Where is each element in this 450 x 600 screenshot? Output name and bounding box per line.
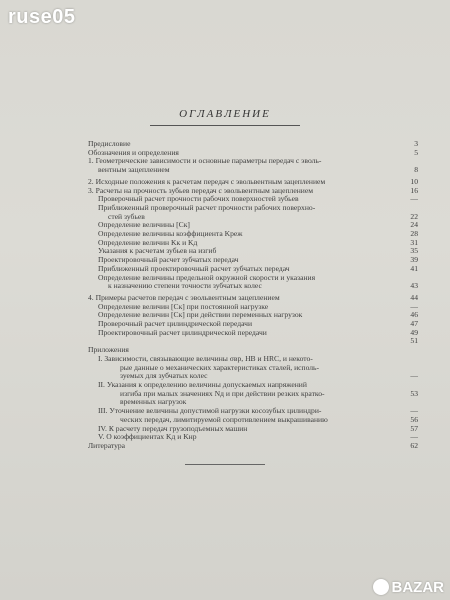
toc-entry <box>88 230 418 239</box>
toc-entry-text: Литература <box>88 441 126 450</box>
toc-entry-page: 24 <box>410 220 418 230</box>
toc-entry <box>88 329 418 338</box>
toc-entry-page: 41 <box>410 263 418 273</box>
toc-entry-text: Предисловие <box>88 140 131 148</box>
toc-entry-page: 22 <box>410 211 418 221</box>
toc-entry-text: Проектировочный расчет цилиндрической передачи <box>98 328 267 337</box>
toc-entry-text: Определение величин [Cк] при постоянной нагрузке <box>98 302 269 311</box>
toc-entry-page: — <box>410 301 418 311</box>
toc-entry-text: Приближенный проверочный расчет прочности рабочих поверхно- <box>98 203 316 212</box>
toc-entry <box>88 303 418 312</box>
toc-entry-text: 1. Геометрические зависимости и основные параметры передач с эволь- <box>88 157 322 166</box>
toc-entry-page: — <box>410 406 418 416</box>
toc-entry <box>88 433 418 442</box>
toc-entry-page: — <box>410 432 418 442</box>
toc-entry-text: зуемых для зубчатых колес <box>120 372 208 381</box>
toc-entry <box>88 221 418 230</box>
toc-entry-page: 8 <box>414 165 418 175</box>
toc-entry <box>88 372 418 381</box>
toc-entry <box>88 442 418 451</box>
toc-entry <box>88 346 418 355</box>
toc-entry <box>88 398 418 407</box>
toc-entry <box>88 213 418 222</box>
toc-entry <box>88 311 418 320</box>
toc-entry-page: 5 <box>414 147 418 157</box>
toc-entry-page: 57 <box>410 423 418 433</box>
toc-entry-page: 46 <box>410 310 418 320</box>
toc-entry-text: Определение величины [Cк] <box>98 221 190 230</box>
toc-entry <box>88 187 418 196</box>
toc-entry <box>88 178 418 187</box>
toc-entry-text: временных нагрузок <box>120 398 187 407</box>
toc-entry-page: 51 <box>410 336 418 346</box>
toc-entry <box>88 294 418 303</box>
toc-entry-text: III. Уточнение величины допустимой нагрузки косозубых цилиндри- <box>98 407 322 416</box>
toc-entry-page: — <box>410 371 418 381</box>
toc-entry-text: Проверочный расчет прочности рабочих поверхностей зубьев <box>98 195 299 204</box>
toc-entry-page: 35 <box>410 246 418 256</box>
toc-entry <box>88 364 418 373</box>
toc-entry-page: 49 <box>410 327 418 337</box>
toc-entry <box>88 416 418 425</box>
toc-entry-page: 56 <box>410 414 418 424</box>
table-of-contents <box>88 140 418 451</box>
toc-entry-page: 43 <box>410 281 418 291</box>
toc-entry <box>88 282 418 291</box>
toc-entry-page: 47 <box>410 319 418 329</box>
toc-entry-text: вентным зацеплением <box>98 166 170 175</box>
brand-logo <box>373 579 445 596</box>
toc-entry-page: 28 <box>410 229 418 239</box>
toc-entry-text: изгиба при малых значениях Nд и при действии резких кратко- <box>120 389 325 398</box>
toc-entry-text: ческих передач, лимитируемой сопротивлением выкрашиванию <box>120 415 328 424</box>
toc-entry <box>88 337 418 346</box>
toc-entry-text: к назначению степени точности зубчатых колес <box>108 282 262 291</box>
toc-entry <box>88 140 418 149</box>
toc-entry <box>88 381 418 390</box>
toc-entry <box>88 256 418 265</box>
toc-entry-page: 62 <box>410 440 418 450</box>
watermark-logo: ruse05 <box>8 6 76 28</box>
toc-entry-page: — <box>410 194 418 204</box>
toc-entry <box>88 274 418 283</box>
toc-entry <box>88 149 418 158</box>
toc-entry <box>88 166 418 175</box>
toc-entry <box>88 407 418 416</box>
toc-entry-page: 39 <box>410 255 418 265</box>
toc-entry <box>88 355 418 364</box>
toc-entry-text: IV. К расчету передач грузоподъемных машин <box>98 424 248 433</box>
toc-entry <box>88 247 418 256</box>
toc-entry-text: 3. Расчеты на прочность зубьев передач с эвольвентным зацеплением <box>88 186 314 195</box>
toc-entry-text: Определение величин Kк и Kд <box>98 238 198 247</box>
toc-entry-page: 53 <box>410 388 418 398</box>
page-title: ОГЛАВЛЕНИЕ <box>179 108 271 120</box>
toc-entry-text: 4. Примеры расчетов передач с эвольвентным зацеплением <box>88 293 280 302</box>
toc-entry <box>88 204 418 213</box>
toc-entry-text: стей зубьев <box>108 212 145 221</box>
toc-entry <box>88 320 418 329</box>
title-underline <box>150 125 300 126</box>
toc-entry-page: 31 <box>410 237 418 247</box>
toc-entry-text: Проверочный расчет цилиндрической передачи <box>98 320 253 329</box>
brand-mark-icon <box>373 579 389 595</box>
toc-entry <box>88 390 418 399</box>
toc-entry <box>88 195 418 204</box>
toc-entry-page: 10 <box>410 176 418 186</box>
toc-entry-text: Приложения <box>88 346 129 355</box>
toc-entry-text: Приближенный проектировочный расчет зубчатых передач <box>98 264 290 273</box>
toc-entry <box>88 239 418 248</box>
toc-entry-text: Обозначения и определения <box>88 148 179 157</box>
toc-entry-text: Проектировочный расчет зубчатых передач <box>98 256 239 265</box>
toc-entry-text: Определение величины предельной окружной скорости и указания <box>98 273 316 282</box>
toc-entry-page: 3 <box>414 139 418 148</box>
toc-entry-text: Указания к расчетам зубьев на изгиб <box>98 247 217 256</box>
toc-entry <box>88 157 418 166</box>
toc-entry-text: 2. Исходные положения к расчетам передач с эвольвентным зацеплением <box>88 177 326 186</box>
brand-text: BAZAR <box>391 579 444 596</box>
end-rule <box>185 464 265 465</box>
toc-entry-page: 16 <box>410 185 418 195</box>
toc-entry-text: рые данные о механических характеристиках сталей, исполь- <box>120 363 320 372</box>
toc-entry-text: Определение величины коэффициента Kреж <box>98 230 243 239</box>
toc-entry-text <box>98 337 402 346</box>
toc-entry-text: II. Указания к определению величины допускаемых напряжений <box>98 380 307 389</box>
toc-entry <box>88 425 418 434</box>
toc-entry-text: Определение величин [Cк] при действии переменных нагрузок <box>98 311 303 320</box>
toc-entry-text: I. Зависимости, связывающие величины σвр, HB и HRC, и некото- <box>98 354 313 363</box>
toc-entry-text: V. О коэффициентах Kд и Kнр <box>98 433 197 442</box>
toc-entry <box>88 265 418 274</box>
toc-entry-page: 44 <box>410 292 418 302</box>
